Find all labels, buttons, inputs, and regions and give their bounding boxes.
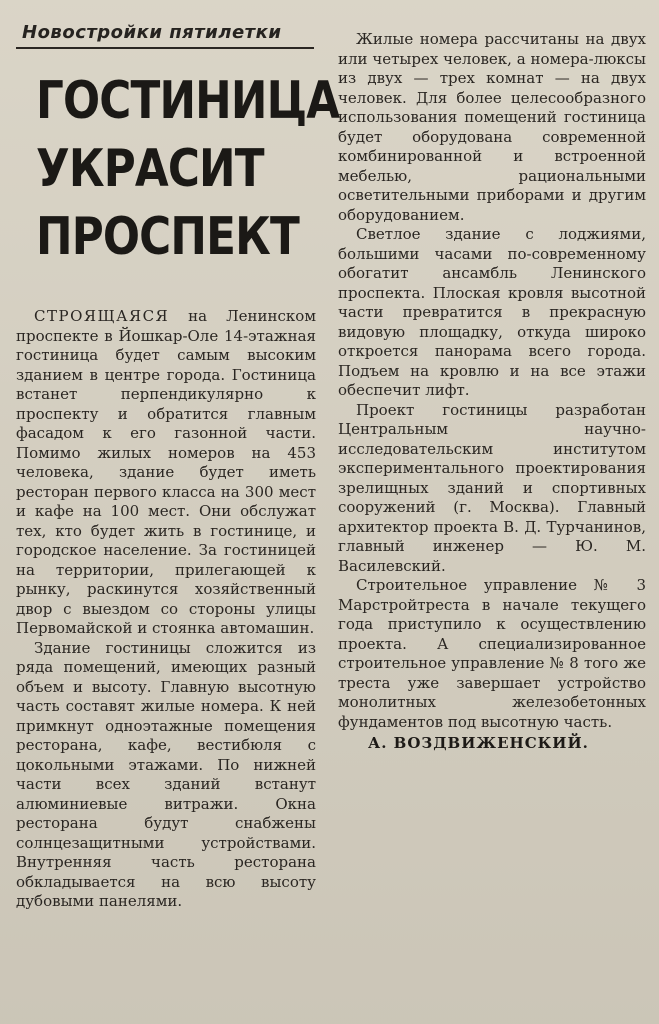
section-rubric: Новостройки пятилетки	[22, 22, 282, 43]
article-paragraph-2: Здание гостиницы сложится из ряда помещений, имеющих разный объем и высоту. Главную высотную часть составят жилые номера. К ней примкнут одноэтажные помещения ресторана, кафе, вестибюля с цокольными этажами. По нижней части всех зданий встанут алюминиевые витражи. Окна ресторана будут снабжены солнцезащитными устройствами. Внутренняя часть ресторана обкладывается на всю высоту дубовыми панелями.	[16, 638, 316, 910]
headline-line-3: ПРОСПЕКТ	[36, 207, 299, 267]
right-column	[338, 30, 646, 752]
article-paragraph-3: Жилые номера рассчитаны на двух или четырех человек, а номера-люксы из двух — трех комнат — на двух человек. Для более целесообразного использования помещений гостиница будет оборудована современной комбинированной и встроенной мебелью, рациональными осветительными приборами и другим оборудованием.	[338, 30, 646, 224]
article-paragraph-1	[16, 307, 316, 639]
headline	[16, 67, 340, 271]
lead-word: СТРОЯЩАЯСЯ	[34, 307, 170, 325]
rubric-divider	[16, 47, 314, 49]
headline-line-1: ГОСТИНИЦА	[36, 71, 340, 131]
headline-line-2: УКРАСИТ	[36, 139, 264, 199]
article-body-left	[16, 307, 316, 912]
article-body-right	[338, 30, 646, 732]
author-signature: А. ВОЗДВИЖЕНСКИЙ.	[368, 734, 589, 752]
article-paragraph-5: Проект гостиницы разработан Центральным научно-исследовательским институтом экспериментального проектирования зрелищных зданий и спортивных сооружений (г. Москва). Главный архитектор проекта В. Д. Турчанинов, главный инженер — Ю. М. Василевский.	[338, 400, 646, 575]
paragraph-1-text: на Ленинском проспекте в Йошкар-Оле 14-этажная гостиница будет самым высоким зданием в центре города. Гостиница встанет перпендикулярно к проспекту и обратится главным фасадом к его газонной части. Помимо жилых номеров на 453 человека, здание будет иметь ресторан первого класса на 300 мест и кафе на 100 мест. Они обслужат тех, кто будет жить в гостинице, и городское население. За гостиницей на территории, прилегающей к рынку, раскинутся хозяйственный двор с выездом со стороны улицы Первомайской и стоянка автомашин.	[16, 307, 316, 637]
article-paragraph-6: Строительное управление № 3 Марстройтреста в начале текущего года приступило к осуществлению проекта. А специализированное строительное управление № 8 того же треста уже завершает устройство монолитных железобетонных фундаментов под высотную часть.	[338, 576, 646, 731]
left-column	[16, 22, 340, 912]
article-paragraph-4: Светлое здание с лоджиями, большими часами по-современному обогатит ансамбль Ленинского проспекта. Плоская кровля высотной части превратится в прекрасную видовую площадку, откуда широко откроется панорама всего города. Подъем на кровлю и на все этажи обеспечит лифт.	[338, 225, 646, 399]
